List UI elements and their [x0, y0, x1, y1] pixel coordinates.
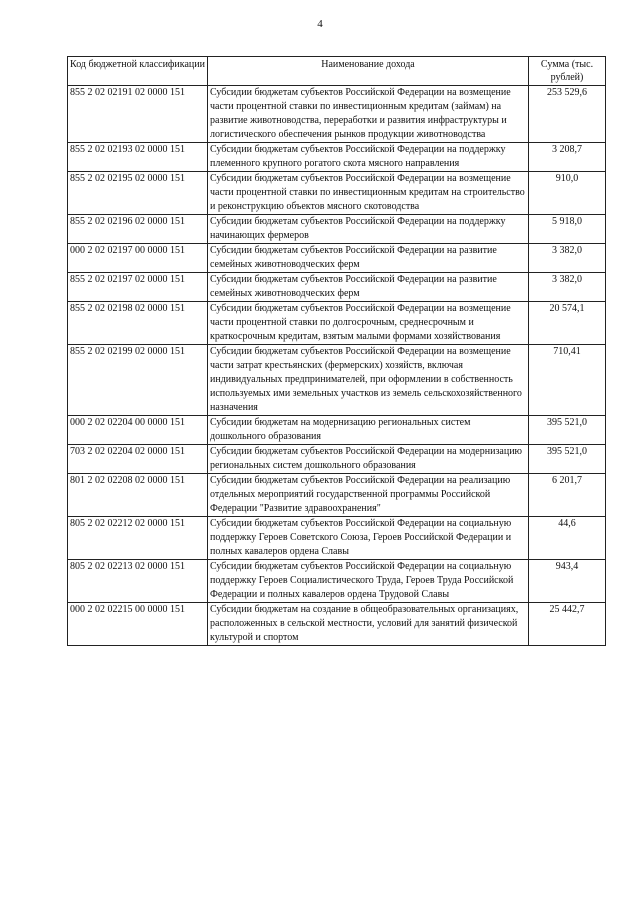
cell-sum: 253 529,6 — [529, 86, 606, 143]
cell-name: Субсидии бюджетам субъектов Российской Федерации на возмещение части процентной ставки по инвестиционным кредитам (займам) на развитие животноводства, переработки и развития инфраструктуры и логистического обеспечения рынков продукции животноводства — [208, 86, 529, 143]
table-row — [68, 215, 606, 244]
cell-name: Субсидии бюджетам на создание в общеобразовательных организациях, расположенных в сельской местности, условий для занятий физической культурой и спортом — [208, 603, 529, 646]
cell-name: Субсидии бюджетам субъектов Российской Федерации на развитие семейных животноводческих ферм — [208, 244, 529, 273]
cell-sum: 943,4 — [529, 560, 606, 603]
cell-code: 805 2 02 02212 02 0000 151 — [68, 517, 208, 560]
cell-name: Субсидии бюджетам на модернизацию региональных систем дошкольного образования — [208, 416, 529, 445]
cell-code: 855 2 02 02195 02 0000 151 — [68, 172, 208, 215]
cell-code: 855 2 02 02197 02 0000 151 — [68, 273, 208, 302]
cell-name: Субсидии бюджетам субъектов Российской Федерации на социальную поддержку Героев Социалистического Труда, Героев Труда Российской Федерации и полных кавалеров ордена Трудовой Славы — [208, 560, 529, 603]
cell-code: 855 2 02 02196 02 0000 151 — [68, 215, 208, 244]
table-row — [68, 445, 606, 474]
cell-name: Субсидии бюджетам субъектов Российской Федерации на поддержку племенного крупного рогатого скота мясного направления — [208, 143, 529, 172]
cell-sum: 910,0 — [529, 172, 606, 215]
table-row — [68, 86, 606, 143]
table-row — [68, 474, 606, 517]
cell-code: 801 2 02 02208 02 0000 151 — [68, 474, 208, 517]
table-row — [68, 416, 606, 445]
cell-name: Субсидии бюджетам субъектов Российской Федерации на возмещение части затрат крестьянских (фермерских) хозяйств, включая индивидуальных предпринимателей, при оформлении в собственность используемых ими земельных участков из земель сельскохозяйственного назначения — [208, 345, 529, 416]
revenue-table — [67, 56, 606, 646]
table-row — [68, 560, 606, 603]
cell-code: 855 2 02 02199 02 0000 151 — [68, 345, 208, 416]
cell-code: 000 2 02 02204 00 0000 151 — [68, 416, 208, 445]
cell-name: Субсидии бюджетам субъектов Российской Федерации на возмещение части процентной ставки по инвестиционным кредитам на строительство и реконструкцию объектов мясного скотоводства — [208, 172, 529, 215]
cell-sum: 3 208,7 — [529, 143, 606, 172]
cell-sum: 710,41 — [529, 345, 606, 416]
cell-name: Субсидии бюджетам субъектов Российской Федерации на возмещение части процентной ставки по долгосрочным, среднесрочным и краткосрочным кредитам, взятым малыми формами хозяйствования — [208, 302, 529, 345]
page-number: 4 — [317, 18, 323, 30]
cell-sum: 3 382,0 — [529, 244, 606, 273]
table-header-row — [68, 57, 606, 86]
cell-sum: 5 918,0 — [529, 215, 606, 244]
table-row — [68, 172, 606, 215]
table-row — [68, 273, 606, 302]
cell-code: 703 2 02 02204 02 0000 151 — [68, 445, 208, 474]
cell-sum: 20 574,1 — [529, 302, 606, 345]
table-row — [68, 603, 606, 646]
table-row — [68, 517, 606, 560]
cell-sum: 25 442,7 — [529, 603, 606, 646]
cell-code: 855 2 02 02191 02 0000 151 — [68, 86, 208, 143]
cell-sum: 44,6 — [529, 517, 606, 560]
header-name: Наименование дохода — [208, 57, 529, 86]
table-row — [68, 345, 606, 416]
header-code: Код бюджетной классификации — [68, 57, 208, 86]
cell-code: 805 2 02 02213 02 0000 151 — [68, 560, 208, 603]
header-sum: Сумма (тыс. рублей) — [529, 57, 606, 86]
cell-name: Субсидии бюджетам субъектов Российской Федерации на развитие семейных животноводческих ферм — [208, 273, 529, 302]
table-body — [68, 86, 606, 646]
cell-sum: 395 521,0 — [529, 445, 606, 474]
cell-sum: 395 521,0 — [529, 416, 606, 445]
cell-code: 000 2 02 02197 00 0000 151 — [68, 244, 208, 273]
table-row — [68, 302, 606, 345]
table-row — [68, 143, 606, 172]
cell-name: Субсидии бюджетам субъектов Российской Федерации на социальную поддержку Героев Советского Союза, Героев Российской Федерации и полных кавалеров ордена Славы — [208, 517, 529, 560]
cell-name: Субсидии бюджетам субъектов Российской Федерации на поддержку начинающих фермеров — [208, 215, 529, 244]
cell-code: 000 2 02 02215 00 0000 151 — [68, 603, 208, 646]
table-row — [68, 244, 606, 273]
cell-name: Субсидии бюджетам субъектов Российской Федерации на реализацию отдельных мероприятий государственной программы Российской Федерации "Развитие здравоохранения" — [208, 474, 529, 517]
cell-sum: 6 201,7 — [529, 474, 606, 517]
cell-sum: 3 382,0 — [529, 273, 606, 302]
cell-code: 855 2 02 02193 02 0000 151 — [68, 143, 208, 172]
cell-name: Субсидии бюджетам субъектов Российской Федерации на модернизацию региональных систем дошкольного образования — [208, 445, 529, 474]
cell-code: 855 2 02 02198 02 0000 151 — [68, 302, 208, 345]
